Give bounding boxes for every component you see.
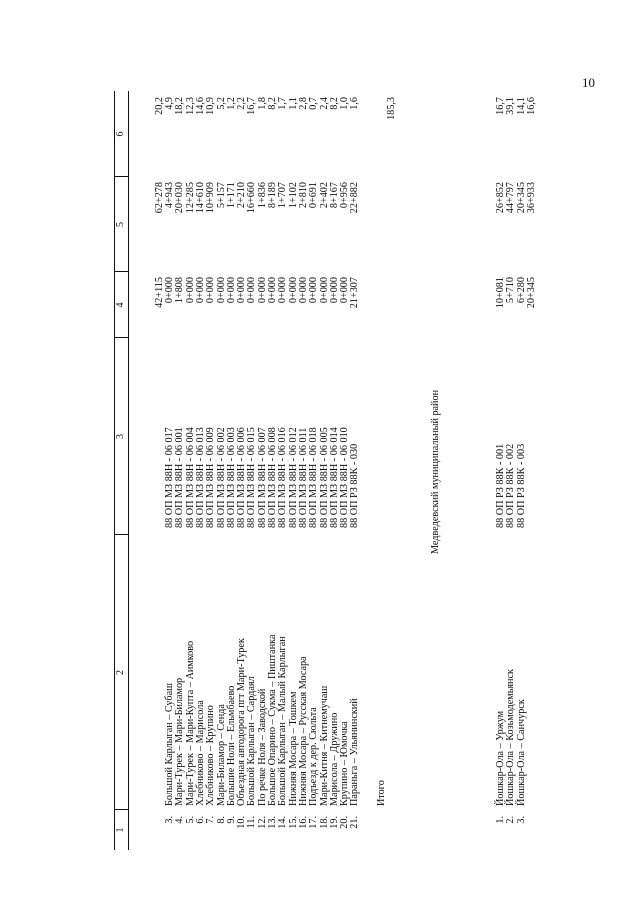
row-code: 88 ОП МЗ 88Н - 06 004 (184, 427, 196, 528)
row-num: 7. (205, 816, 217, 824)
row-num: 6. (194, 816, 206, 824)
row-num: 17. (308, 816, 320, 829)
row-to: 16+660 (246, 182, 258, 214)
row-name: Объездная автодорога пгт Мари-Турек (236, 638, 248, 806)
row-to: 10+909 (205, 182, 217, 214)
row-from: 0+000 (164, 277, 175, 304)
row-from: 0+000 (277, 277, 289, 304)
row-code: 88 ОП МЗ 88Н - 06 011 (297, 427, 309, 528)
row-to: 22+882 (349, 182, 361, 214)
row-name: Мари-Китня – Китнемучаш (318, 685, 330, 806)
row-to: 1+171 (225, 182, 237, 209)
row-num: 11. (246, 816, 258, 829)
row-length: 1,7 (277, 97, 289, 110)
row-num: 15. (287, 816, 299, 829)
row-code: 88 ОП МЗ 88Н - 06 009 (205, 427, 217, 528)
row-name: Мари-Турек – Мари-Биламор (174, 677, 186, 806)
row-code: 88 ОП МЗ 88Н - 06 006 (236, 427, 248, 528)
row-num: 4. (174, 816, 186, 824)
row-code: 88 ОП РЗ 88К - 003 (515, 443, 527, 528)
row-name: Большой Карлыган – Субаш (164, 683, 175, 806)
row-from: 0+000 (318, 277, 330, 304)
row-num: 8. (215, 816, 227, 824)
row-length: 1,8 (256, 97, 268, 110)
row-name: Большие Ноли – Ельмбаево (225, 685, 237, 806)
total-value: 185,3 (386, 97, 397, 120)
header-bottom-rule (128, 91, 129, 850)
rotated-table (114, 91, 555, 850)
row-code: 88 ОП МЗ 88Н - 06 002 (215, 427, 227, 528)
row-code: 88 ОП МЗ 88Н - 06 016 (277, 427, 289, 528)
row-from: 6+280 (515, 277, 527, 304)
row-name: Нижняя Мосара – Русская Мосара (297, 656, 309, 806)
post-row-to: 36+933 (526, 182, 537, 214)
row-name: Подъезд к дер. Сюльта (308, 707, 320, 806)
row-length: 18,2 (174, 97, 186, 115)
row-length: 0,7 (308, 97, 320, 110)
row-from: 0+000 (236, 277, 248, 304)
row-from: 10+081 (495, 277, 506, 309)
row-length: 1,0 (339, 97, 351, 110)
row-num: 3. (164, 816, 175, 824)
row-length: 14,1 (515, 97, 527, 115)
row-code: 88 ОП РЗ 88К - 001 (495, 443, 506, 528)
row-name: Мари-Биламор – Сенда (215, 704, 227, 806)
row-length: 2,8 (297, 97, 309, 110)
row-code: 88 ОП МЗ 88Н - 06 005 (318, 427, 330, 528)
row-from: 0+000 (267, 277, 278, 304)
header-col-3: 3 (115, 434, 126, 439)
row-code: 88 ОП МЗ 88Н - 06 015 (246, 427, 258, 528)
row-to: 26+852 (495, 182, 506, 214)
row-name: Мари-Турек – Мари-Купта – Аимково (184, 640, 196, 806)
row-num: 16. (297, 816, 309, 829)
row-from: 0+000 (205, 277, 217, 304)
row-code: 88 ОП МЗ 88Н - 06 010 (339, 427, 351, 528)
row-to: 20+030 (174, 182, 186, 214)
row-length: 1,1 (287, 97, 299, 110)
row-length: 8,2 (267, 97, 278, 110)
row-name: Хлебниково – Марисола (194, 700, 206, 806)
row-num: 21. (349, 816, 361, 829)
row-from: 0+000 (308, 277, 320, 304)
row-length: 16,7 (495, 97, 506, 115)
row-num: 10. (236, 816, 248, 829)
row-from: 0+000 (287, 277, 299, 304)
row-length: 10,9 (205, 97, 217, 115)
row-code: 88 ОП МЗ 88Н - 06 003 (225, 427, 237, 528)
pre-row-from: 42+115 (154, 277, 165, 308)
row-from: 0+000 (194, 277, 206, 304)
row-name: По речке Ноля – Заводской (256, 688, 268, 806)
row-code: 88 ОП РЗ 88К - 002 (505, 443, 517, 528)
row-to: 2+810 (297, 182, 309, 209)
row-to: 14+610 (194, 182, 206, 214)
row-length: 16,7 (246, 97, 258, 115)
row-length: 1,2 (225, 97, 237, 110)
row-length: 14,6 (194, 97, 206, 115)
row-from: 0+000 (339, 277, 351, 304)
row-from: 0+000 (256, 277, 268, 304)
row-name: Хлебниково – Крупино (205, 705, 217, 806)
row-from: 0+000 (215, 277, 227, 304)
header-col-5: 5 (115, 222, 126, 227)
row-code: 88 ОП МЗ 88Н - 06 007 (256, 427, 268, 528)
row-name: Параньга – Ульянинский (349, 698, 361, 806)
row-length: 2,2 (236, 97, 248, 110)
row-code: 88 ОП МЗ 88Н - 06 018 (308, 427, 320, 528)
page-number: 10 (582, 75, 595, 90)
row-num: 2. (505, 816, 517, 824)
post-row-length: 16,6 (526, 97, 537, 115)
row-to: 2+402 (318, 182, 330, 209)
row-code: 88 ОП РЗ 88К - 030 (349, 443, 361, 528)
row-length: 12,3 (184, 97, 196, 115)
row-to: 20+345 (515, 182, 527, 214)
row-name: Крупино – Юмочка (339, 721, 351, 806)
row-to: 1+836 (256, 182, 268, 209)
row-to: 8+189 (267, 182, 278, 209)
row-num: 14. (277, 816, 289, 829)
header-col-2: 2 (115, 670, 126, 675)
row-num: 13. (267, 816, 278, 829)
row-code: 88 ОП МЗ 88Н - 06 017 (164, 427, 175, 528)
row-from: 21+307 (349, 277, 361, 309)
row-name: Большой Карлыган – Малый Карлыган (277, 636, 289, 806)
row-to: 1+102 (287, 182, 299, 209)
pre-row-to: 62+278 (154, 182, 165, 214)
row-from: 0+000 (328, 277, 340, 304)
row-from: 0+000 (246, 277, 258, 304)
row-to: 2+210 (236, 182, 248, 209)
row-to: 12+285 (184, 182, 196, 214)
total-label: Итого (376, 780, 387, 806)
row-length: 8,2 (328, 97, 340, 110)
row-to: 8+167 (328, 182, 340, 209)
row-code: 88 ОП МЗ 88Н - 06 008 (267, 427, 278, 528)
row-num: 3. (515, 816, 527, 824)
header-col-6: 6 (115, 131, 126, 137)
row-to: 1+707 (277, 182, 289, 209)
header-col-1: 1 (115, 827, 126, 833)
post-row-from: 20+345 (526, 277, 537, 309)
row-name: Марисола – Дружино (328, 712, 340, 806)
district-heading: Медведевский муниципальный район (430, 389, 441, 554)
row-code: 88 ОП МЗ 88Н - 06 012 (287, 427, 299, 528)
row-num: 18. (318, 816, 330, 829)
row-code: 88 ОП МЗ 88Н - 06 001 (174, 427, 186, 528)
row-to: 5+157 (215, 182, 227, 209)
row-length: 2,4 (318, 97, 330, 110)
row-from: 5+710 (505, 277, 517, 304)
row-to: 4+943 (164, 182, 175, 209)
row-length: 39,1 (505, 97, 517, 115)
row-num: 20. (339, 816, 351, 829)
row-num: 5. (184, 816, 196, 824)
header-col-4: 4 (115, 302, 126, 308)
row-num: 1. (495, 816, 506, 824)
row-length: 5,2 (215, 97, 227, 110)
row-name: Большое Опарино – Сукма – Пиштанка (267, 634, 278, 806)
row-code: 88 ОП МЗ 88Н - 06 014 (328, 427, 340, 528)
row-code: 88 ОП МЗ 88Н - 06 013 (194, 427, 206, 528)
row-name: Йошкар-Ола – Уржум (495, 710, 506, 806)
row-to: 44+797 (505, 182, 517, 214)
row-to: 0+691 (308, 182, 320, 209)
row-from: 0+000 (297, 277, 309, 304)
row-length: 4,9 (164, 97, 175, 110)
row-num: 19. (328, 816, 340, 829)
row-from: 1+808 (174, 277, 186, 304)
row-from: 0+000 (225, 277, 237, 304)
row-num: 9. (225, 816, 237, 824)
row-from: 0+000 (184, 277, 196, 304)
row-name: Йошкар-Ола – Санчурск (515, 699, 527, 806)
row-to: 0+956 (339, 182, 351, 209)
row-name: Йошкар-Ола – Козьмодемьянск (505, 669, 517, 806)
row-name: Нижняя Мосара – Тошкем (287, 691, 299, 806)
row-num: 12. (256, 816, 268, 829)
row-name: Большой Карлыган – Сардаял (246, 676, 258, 806)
pre-row-length: 20,2 (154, 97, 165, 115)
row-length: 1,6 (349, 97, 361, 110)
